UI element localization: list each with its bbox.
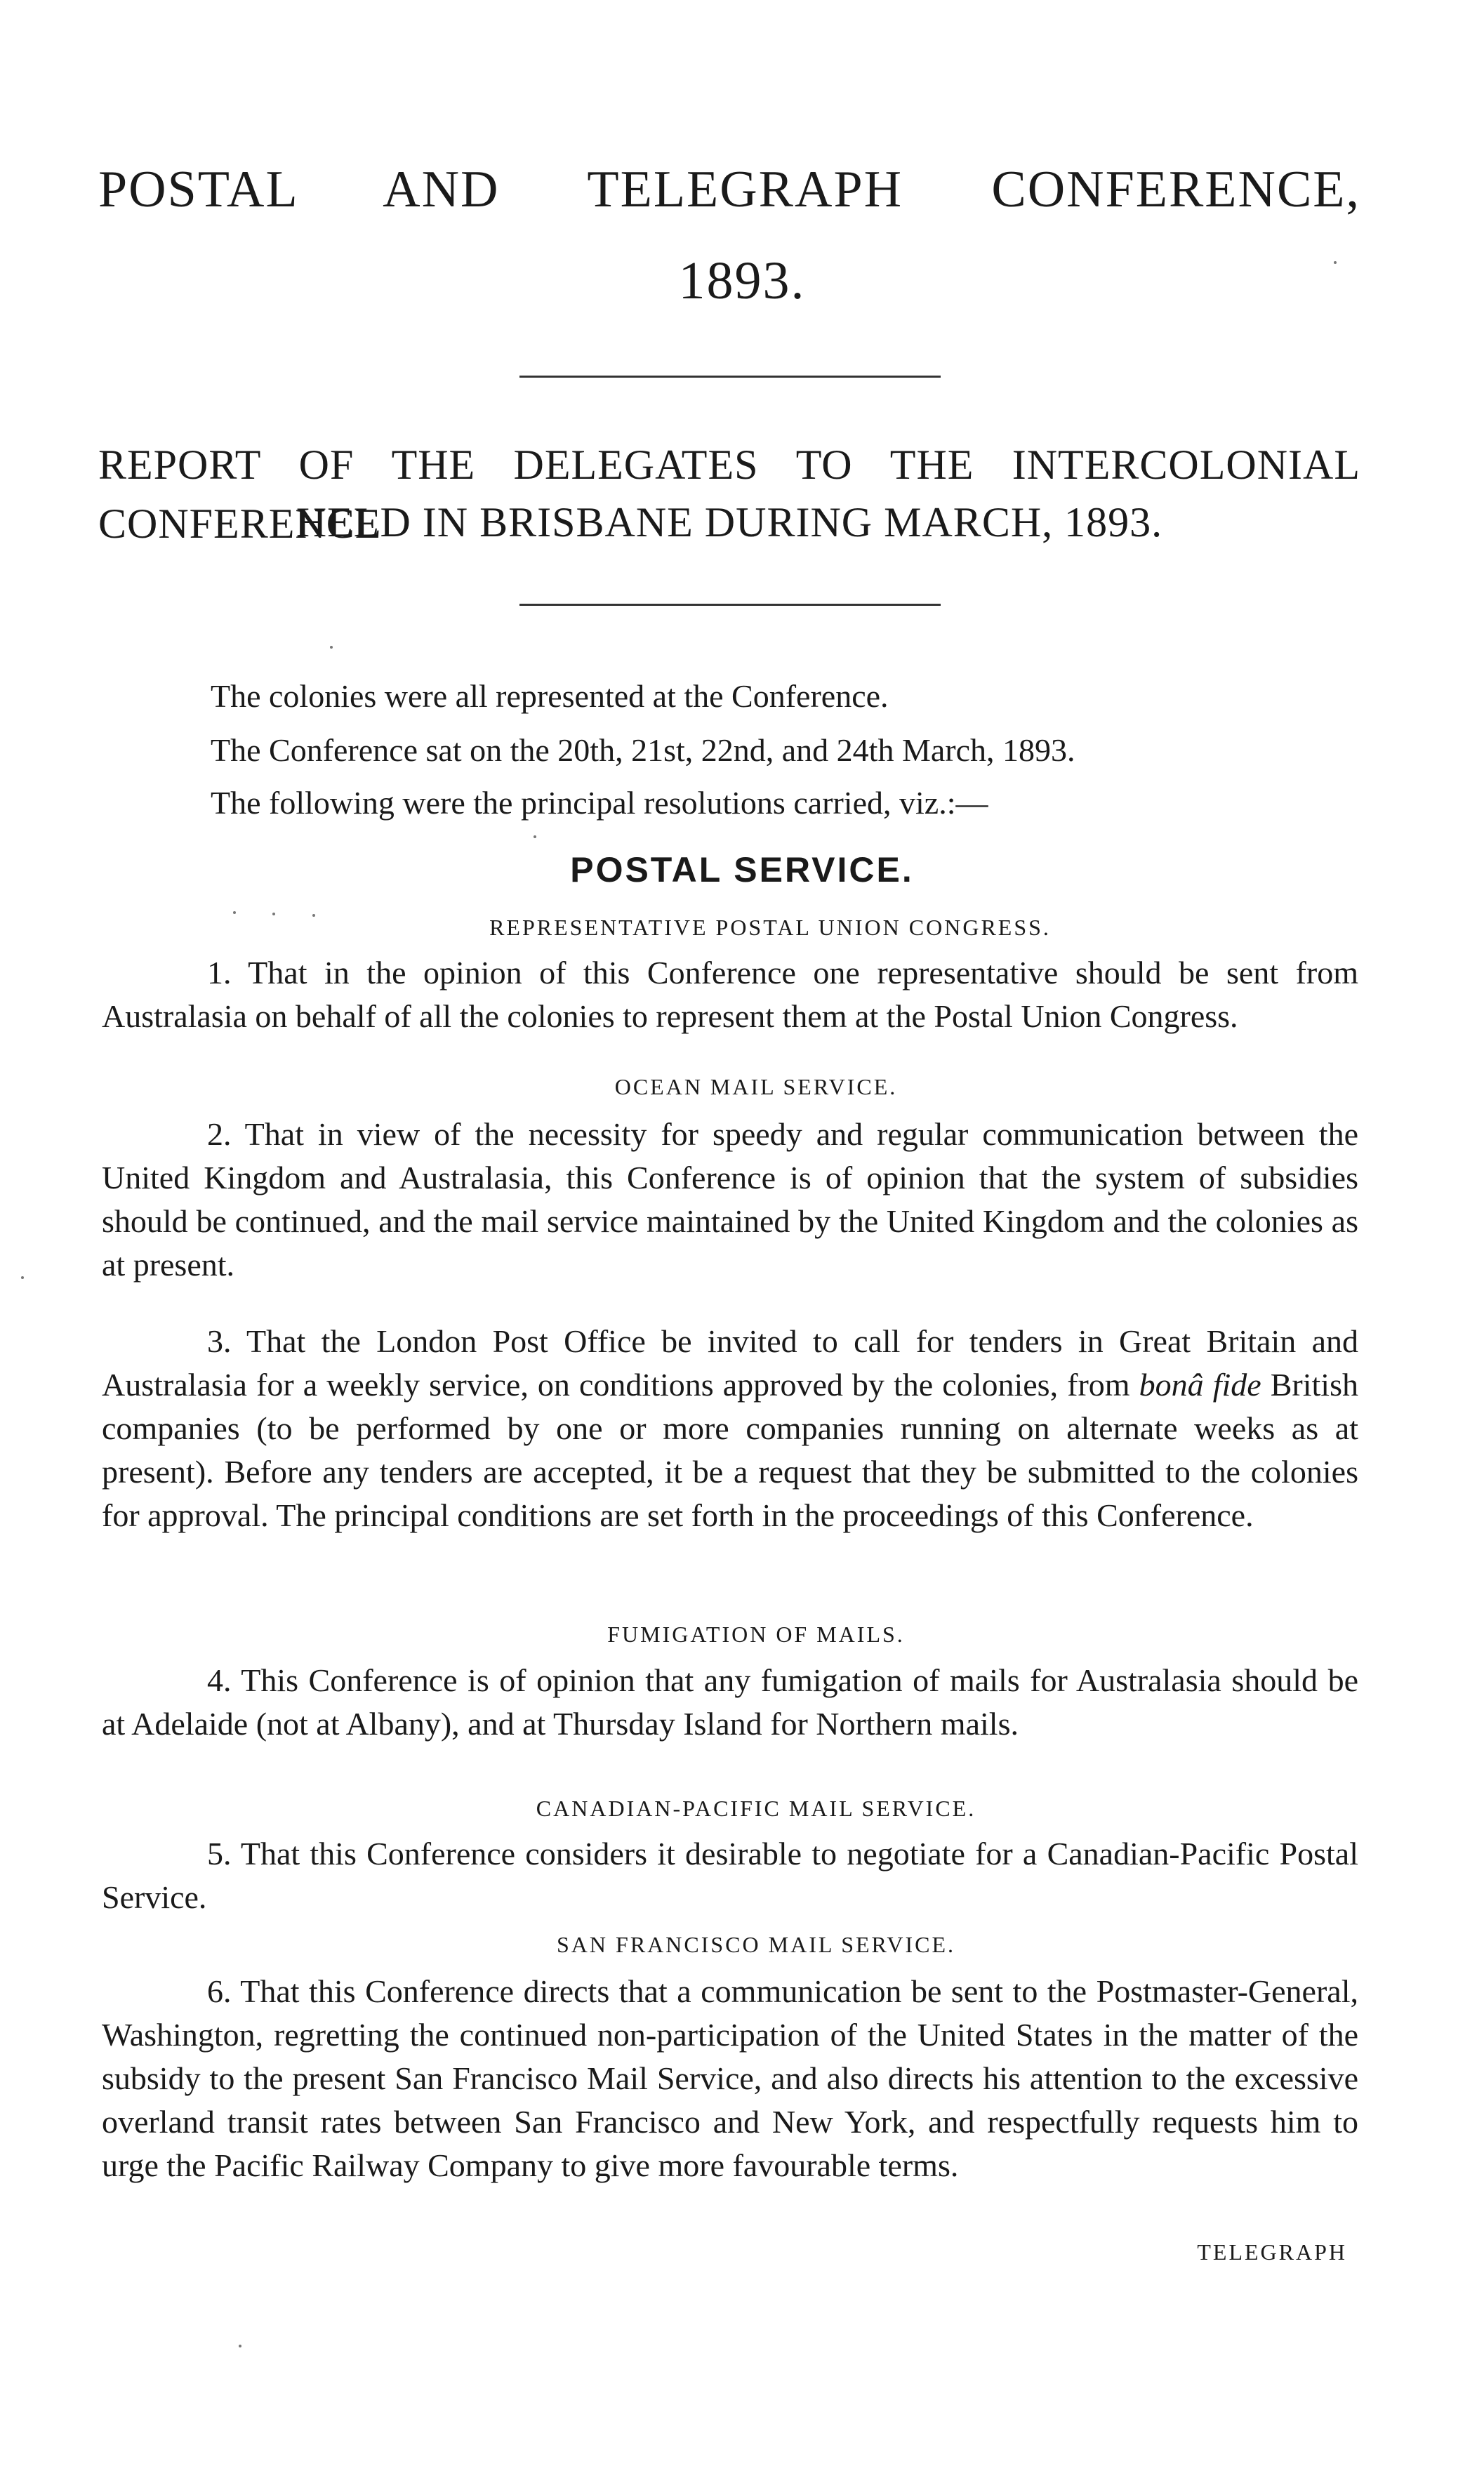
print-speck [272,913,275,915]
section-heading: POSTAL SERVICE. [570,850,914,889]
print-speck [330,646,333,649]
title-divider [519,376,941,378]
subtitle-divider [519,604,941,606]
catchword: TELEGRAPH [1197,2239,1347,2265]
resolution-subheading: CANADIAN-PACIFIC MAIL SERVICE. [536,1796,976,1821]
document-title-year: 1893. [678,251,806,310]
resolution-text: 3. That the London Post Office be invited to call for tenders in Great Britain and Australasia for a weekly service, on conditions approved by the colonies, from [102,1323,1358,1403]
print-speck [1334,261,1337,264]
print-speck [534,835,536,838]
resolution-text: British companies (to be performed by one or more companies running on alternate weeks as at present). Before any tenders are accepted, it be a request that they be submitted to the colonies for approval. The principal conditions are set forth in the proceedings of this Conference. [102,1367,1358,1533]
resolution-subheading: OCEAN MAIL SERVICE. [614,1074,898,1099]
italic-phrase: bonâ fide [1139,1367,1261,1403]
resolution-paragraph: 4. This Conference is of opinion that any fumigation of mails for Australasia should be at Adelaide (not at Albany), and at Thursday Island for Northern mails. [102,1662,1358,1742]
resolution-subheading: SAN FRANCISCO MAIL SERVICE. [557,1932,955,1957]
resolution-paragraph: 2. That in view of the necessity for speedy and regular communication between the United Kingdom and Australasia, this Conference is of opinion that the system of subsidies should be continued, and the mail service maintained by the United Kingdom and the colonies as at present. [102,1116,1358,1283]
resolution-paragraph: 6. That this Conference directs that a communication be sent to the Postmaster-General, Washington, regretting the continued non-participation of the United States in the matter of the subsidy to the present San Francisco Mail Service, and also directs his attention to the excessive overland transit rates between San Francisco and New York, and respectfully requests him to urge the Pacific Railway Company to give more favourable terms. [102,1973,1358,2183]
report-subtitle: REPORT OF THE DELEGATES TO THE INTERCOLONIAL CONFERENCE [98,442,1360,547]
print-speck [312,914,315,917]
print-speck [233,911,236,914]
print-speck [21,1276,24,1279]
intro-line: The colonies were all represented at the Conference. [211,678,889,714]
report-subtitle-continued: HELD IN BRISBANE DURING MARCH, 1893. [296,499,1163,545]
resolution-subheading: REPRESENTATIVE POSTAL UNION CONGRESS. [489,915,1051,940]
intro-line: The following were the principal resolutions carried, viz.:— [211,785,988,821]
resolution-paragraph: 1. That in the opinion of this Conference one representative should be sent from Australasia on behalf of all the colonies to represent them at the Postal Union Congress. [102,955,1358,1034]
resolution-paragraph [102,1320,1358,1537]
resolution-paragraph: 5. That this Conference considers it desirable to negotiate for a Canadian-Pacific Postal Service. [102,1836,1358,1915]
document-title: POSTAL AND TELEGRAPH CONFERENCE, [98,161,1360,218]
resolution-subheading: FUMIGATION OF MAILS. [607,1622,905,1647]
print-speck [239,2345,241,2347]
intro-line: The Conference sat on the 20th, 21st, 22nd, and 24th March, 1893. [211,732,1075,768]
